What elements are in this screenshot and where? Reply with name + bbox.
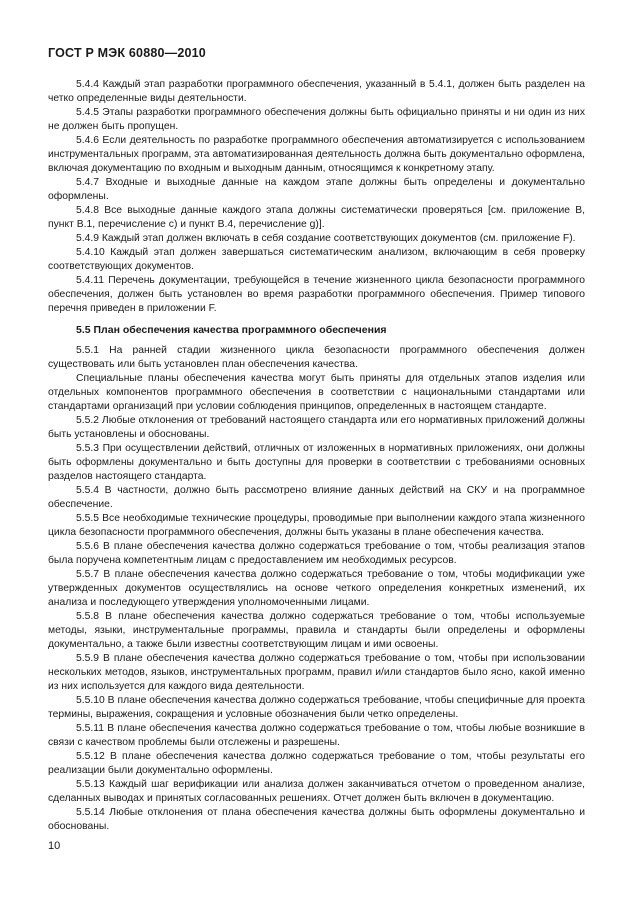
paragraph-5-5-13: 5.5.13 Каждый шаг верификации или анализа должен заканчиваться отчетом о проведенном анализе, сделанных выводах и принятых согласованных решениях. Отчет должен быть включен в документацию. [48,779,585,804]
paragraph-5-5-10: 5.5.10 В плане обеспечения качества должно содержаться требование, чтобы специфичные для проекта термины, выражения, сокращения и условные обозначения были четко определены. [48,695,585,720]
paragraph-5-4-4: 5.4.4 Каждый этап разработки программного обеспечения, указанный в 5.4.1, должен быть разделен на четко определенные виды деятельности. [48,79,585,104]
paragraph-5-4-11: 5.4.11 Перечень документации, требующейся в течение жизненного цикла безопасности программного обеспечения, должен быть установлен во время разработки программного обеспечения. Пример типового перечня приведен в приложении F. [48,275,585,314]
paragraph-5-5-7: 5.5.7 В плане обеспечения качества должно содержаться требование о том, чтобы модификации уже утвержденных документов осуществлялись на основе четкого определения конкретных изменений, их анализа и последующего утверждения уполномоченными лицами. [48,569,585,608]
paragraph-5-4-10: 5.4.10 Каждый этап должен завершаться систематическим анализом, включающим в себя проверку соответствующих документов. [48,247,585,272]
paragraph-5-5-6: 5.5.6 В плане обеспечения качества должно содержаться требование о том, чтобы реализация этапов была поручена компетентным лицам с предоставлением им необходимых ресурсов. [48,541,585,566]
paragraph-5-5-14: 5.5.14 Любые отклонения от плана обеспечения качества должны быть оформлены документально и обоснованы. [48,807,585,832]
paragraph-5-5-1-note: Специальные планы обеспечения качества могут быть приняты для отдельных этапов изделия или отдельных компонентов программного обеспечения в соответствии с национальными стандартами или стандартами организаций при условии соблюдения принципов, определенных в настоящем стандарте. [48,373,585,412]
paragraph-5-4-6: 5.4.6 Если деятельность по разработке программного обеспечения автоматизируется с использованием инструментальных программ, эта автоматизированная деятельность должна быть документально оформлена, включая документацию по входным и выходным данным, относящимся к конкретному этапу. [48,135,585,174]
paragraph-5-5-5: 5.5.5 Все необходимые технические процедуры, проводимые при выполнении каждого этапа жизненного цикла безопасности программного обеспечения, должны быть указаны в плане обеспечения качества. [48,513,585,538]
paragraph-5-5-9: 5.5.9 В плане обеспечения качества должно содержаться требование о том, чтобы при использовании нескольких методов, языков, инструментальных программ, правил и/или стандартов было ясно, какой именно из них используется для каждого вида деятельности. [48,653,585,692]
paragraph-5-4-9: 5.4.9 Каждый этап должен включать в себя создание соответствующих документов (см. приложение F). [76,233,576,244]
paragraph-5-5-4: 5.5.4 В частности, должно быть рассмотрено влияние данных действий на СКУ и на программное обеспечение. [48,485,585,510]
paragraph-5-5-8: 5.5.8 В плане обеспечения качества должно содержаться требование о том, чтобы используемые методы, языки, инструментальные программы, правила и стандарты были определены и оформлены документально, а также были известны соответствующим лицам и ими освоены. [48,611,585,650]
page-number: 10 [48,840,61,852]
document-header: ГОСТ Р МЭК 60880—2010 [48,46,206,60]
paragraph-5-5-12: 5.5.12 В плане обеспечения качества должно содержаться требование о том, чтобы результаты его реализации были документально оформлены. [48,751,585,776]
paragraph-5-4-7: 5.4.7 Входные и выходные данные на каждом этапе должны быть определены и документально оформлены. [48,177,585,202]
section-heading-5-5: 5.5 План обеспечения качества программного обеспечения [76,324,387,336]
paragraph-5-5-3: 5.5.3 При осуществлении действий, отличных от изложенных в нормативных приложениях, они должны быть оформлены документально и быть доступны для проверки в соответствии с требованиями основных разделов настоящего стандарта. [48,443,585,482]
paragraph-5-4-8: 5.4.8 Все выходные данные каждого этапа должны систематически проверяться [см. приложение В, пункт В.1, перечисление с) и пункт В.4, перечисление g)]. [48,205,585,230]
paragraph-5-5-11: 5.5.11 В плане обеспечения качества должно содержаться требование о том, чтобы любые возникшие в связи с качеством проблемы были отслежены и разрешены. [48,723,585,748]
paragraph-5-5-2: 5.5.2 Любые отклонения от требований настоящего стандарта или его нормативных приложений должны быть установлены и обоснованы. [48,415,585,440]
paragraph-5-5-1: 5.5.1 На ранней стадии жизненного цикла безопасности программного обеспечения должен существовать или быть установлен план обеспечения качества. [48,345,585,370]
paragraph-5-4-5: 5.4.5 Этапы разработки программного обеспечения должны быть официально приняты и ни один из них не должен быть пропущен. [48,107,585,132]
document-body [48,78,585,834]
